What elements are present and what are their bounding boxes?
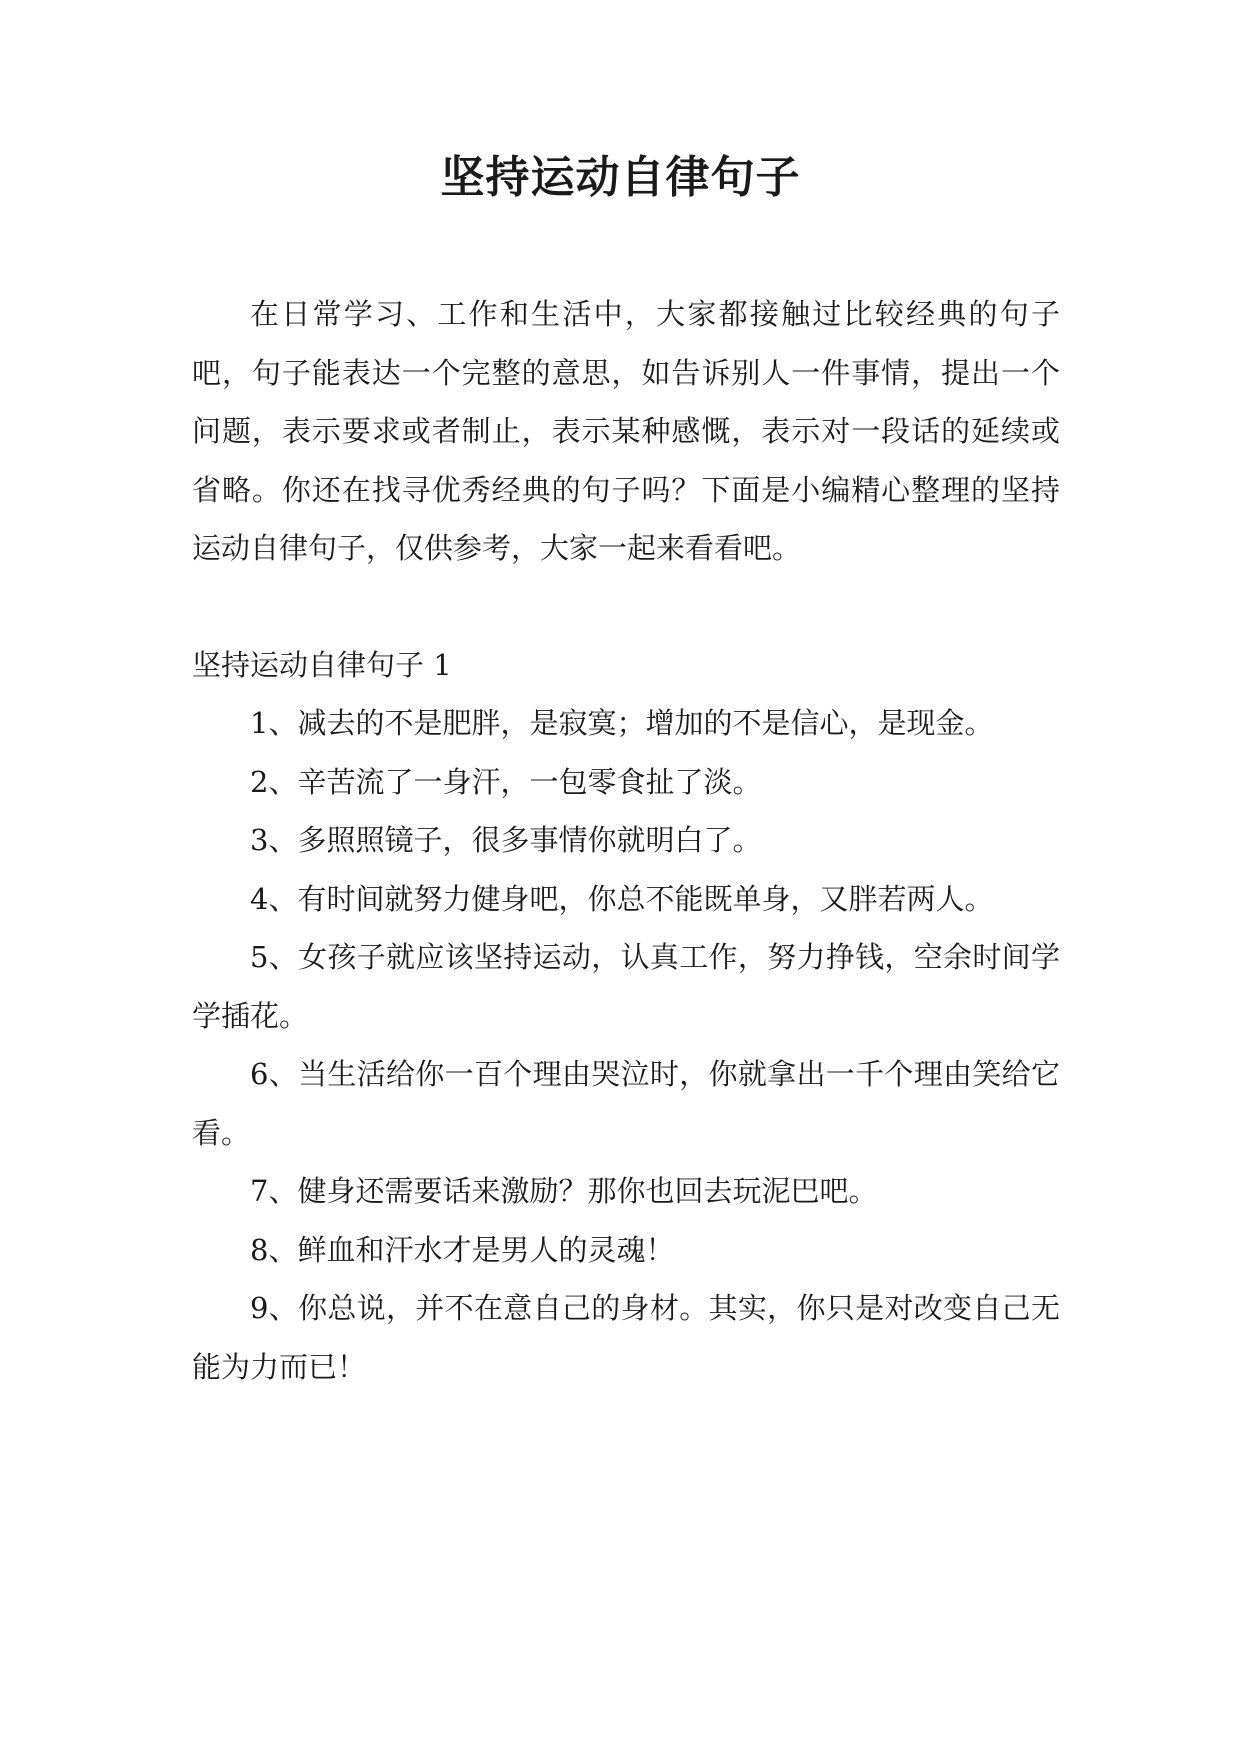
intro-paragraph: 在日常学习、工作和生活中，大家都接触过比较经典的句子吧，句子能表达一个完整的意思，如告诉别人一件事情，提出一个问题，表示要求或者制止，表示某种感慨，表示对一段话的延续或省略。你还在找寻优秀经典的句子吗？下面是小编精心整理的坚持运动自律句子，仅供参考，大家一起来看看吧。 xyxy=(192,297,1060,565)
list-item: 2、辛苦流了一身汗，一包零食扯了淡。 xyxy=(250,764,762,799)
list-item: 7、健身还需要话来激励？那你也回去玩泥巴吧。 xyxy=(250,1174,878,1208)
list-item: 6、当生活给你一百个理由哭泣时，你就拿出一千个理由笑给它看。 xyxy=(192,1057,1060,1150)
list-item: 3、多照照镜子，很多事情你就明白了。 xyxy=(250,823,762,857)
document-body xyxy=(192,285,1060,1396)
document-title: 坚持运动自律句子 xyxy=(440,152,801,203)
list-item: 9、你总说，并不在意自己的身材。其实，你只是对改变自己无能为力而已！ xyxy=(192,1291,1060,1384)
list-item: 1、减去的不是肥胖，是寂寞；增加的不是信心，是现金。 xyxy=(250,706,994,740)
list-item: 4、有时间就努力健身吧，你总不能既单身，又胖若两人。 xyxy=(250,881,994,916)
list-item: 5、女孩子就应该坚持运动，认真工作，努力挣钱，空余时间学学插花。 xyxy=(192,940,1060,1033)
section-heading: 坚持运动自律句子 1 xyxy=(192,647,452,682)
list-item: 8、鲜血和汗水才是男人的灵魂！ xyxy=(250,1232,675,1267)
